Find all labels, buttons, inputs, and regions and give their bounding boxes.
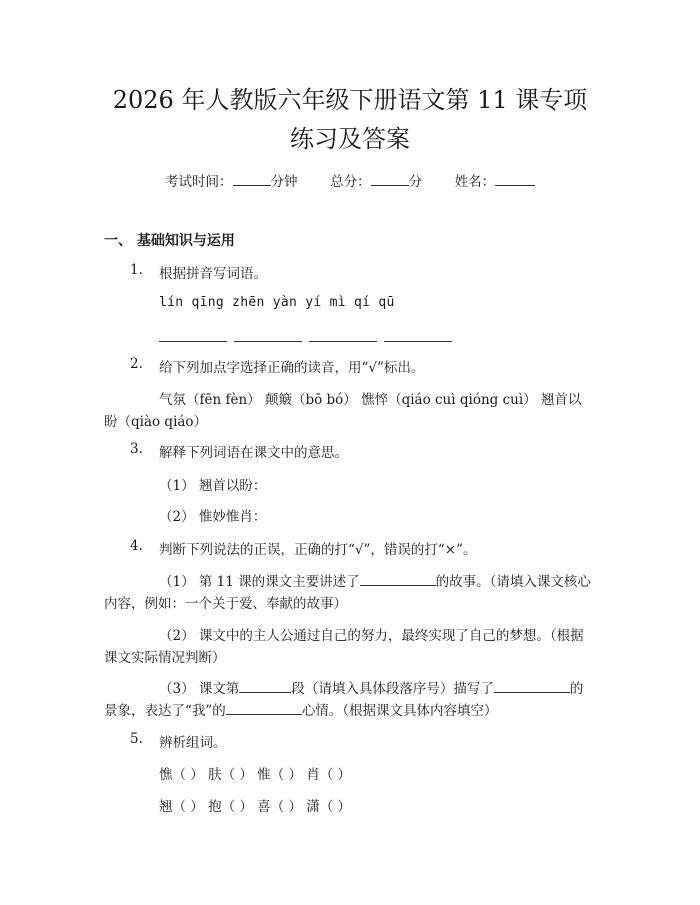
name-label: 姓名： [454, 174, 496, 190]
q5-number: 5. [130, 731, 143, 747]
q2-options-line2: 盼（qiào qiáo） [104, 414, 208, 430]
doc-title-line1: 2026 年人教版六年级下册语文第 11 课专项 [112, 86, 588, 114]
q1-answer-blank-2[interactable] [234, 341, 302, 342]
q1-answer-blank-3[interactable] [309, 341, 377, 342]
q4-s1-post: 的故事。（请填入课文核心 [435, 574, 591, 590]
q4-s3-l2-pre: 景象，表达了“我”的 [104, 703, 226, 719]
q4-s3-l2-post: 心情。（根据课文具体内容填空） [301, 703, 498, 719]
q4-s3-blank-mood[interactable] [226, 714, 302, 715]
q4-s3-blank-paragraph[interactable] [239, 692, 291, 693]
q1-answer-blank-4[interactable] [384, 341, 452, 342]
q4-text: 判断下列说法的正误，正确的打“√”，错误的打“×”。 [159, 542, 477, 558]
time-blank[interactable] [233, 185, 271, 186]
q3-sub2: （2） 惟妙惟肖： [159, 509, 267, 525]
q4-s1-pre: （1） 第 11 课的课文主要讲述了 [159, 574, 360, 590]
score-unit: 分 [408, 174, 423, 190]
exam-meta [165, 170, 535, 190]
q1-text: 根据拼音写词语。 [159, 266, 267, 282]
q5-text: 辨析组词。 [159, 735, 227, 751]
section-heading: 一、 基础知识与运用 [104, 233, 235, 249]
q3-text: 解释下列词语在课文中的意思。 [159, 445, 348, 461]
q1-pinyin: lín qīng zhēn yàn yí mì qí qū [159, 295, 395, 310]
q4-s3-pre: （3） 课文第 [159, 681, 240, 697]
q3-sub1: （1） 翘首以盼： [159, 478, 267, 494]
q4-s3-blank-scene[interactable] [494, 692, 570, 693]
time-unit: 分钟 [270, 174, 298, 190]
q4-s1-blank[interactable] [360, 585, 436, 586]
time-label: 考试时间： [165, 174, 233, 190]
q4-s1-line1 [159, 570, 591, 590]
q4-s3-mid: 段（请填入具体段落序号）描写了 [291, 681, 494, 697]
q4-s1-line2: 内容，例如：一个关于爱、奉献的故事） [104, 596, 347, 612]
score-label: 总分： [330, 174, 371, 190]
name-blank[interactable] [495, 185, 535, 186]
doc-title-line2: 练习及答案 [290, 125, 410, 153]
q5-row1: 憔（ ） 肤（ ） 惟（ ） 肖（ ） [159, 767, 352, 783]
score-blank[interactable] [371, 185, 409, 186]
q4-s3-line1 [159, 677, 583, 697]
q4-s3-line2 [104, 699, 498, 719]
q3-number: 3. [130, 441, 143, 457]
q2-options-line1: 气氛（fēn fèn） 颠簸（bō bó） 憔悴（qiáo cuì qióng cuì） 翘首以 [159, 392, 582, 408]
q1-answer-blank-1[interactable] [159, 341, 227, 342]
q4-s2-line1: （2） 课文中的主人公通过自己的努力，最终实现了自己的梦想。（根据 [159, 628, 584, 644]
q2-number: 2. [130, 356, 143, 372]
q4-number: 4. [130, 538, 143, 554]
q1-number: 1. [130, 262, 143, 278]
q5-row2: 翘（ ） 抱（ ） 喜（ ） 潇（ ） [159, 799, 352, 815]
q2-text: 给下列加点字选择正确的读音，用“√”标出。 [159, 360, 425, 376]
q4-s3-post: 的 [569, 681, 584, 697]
q4-s2-line2: 课文实际情况判断） [104, 650, 226, 666]
